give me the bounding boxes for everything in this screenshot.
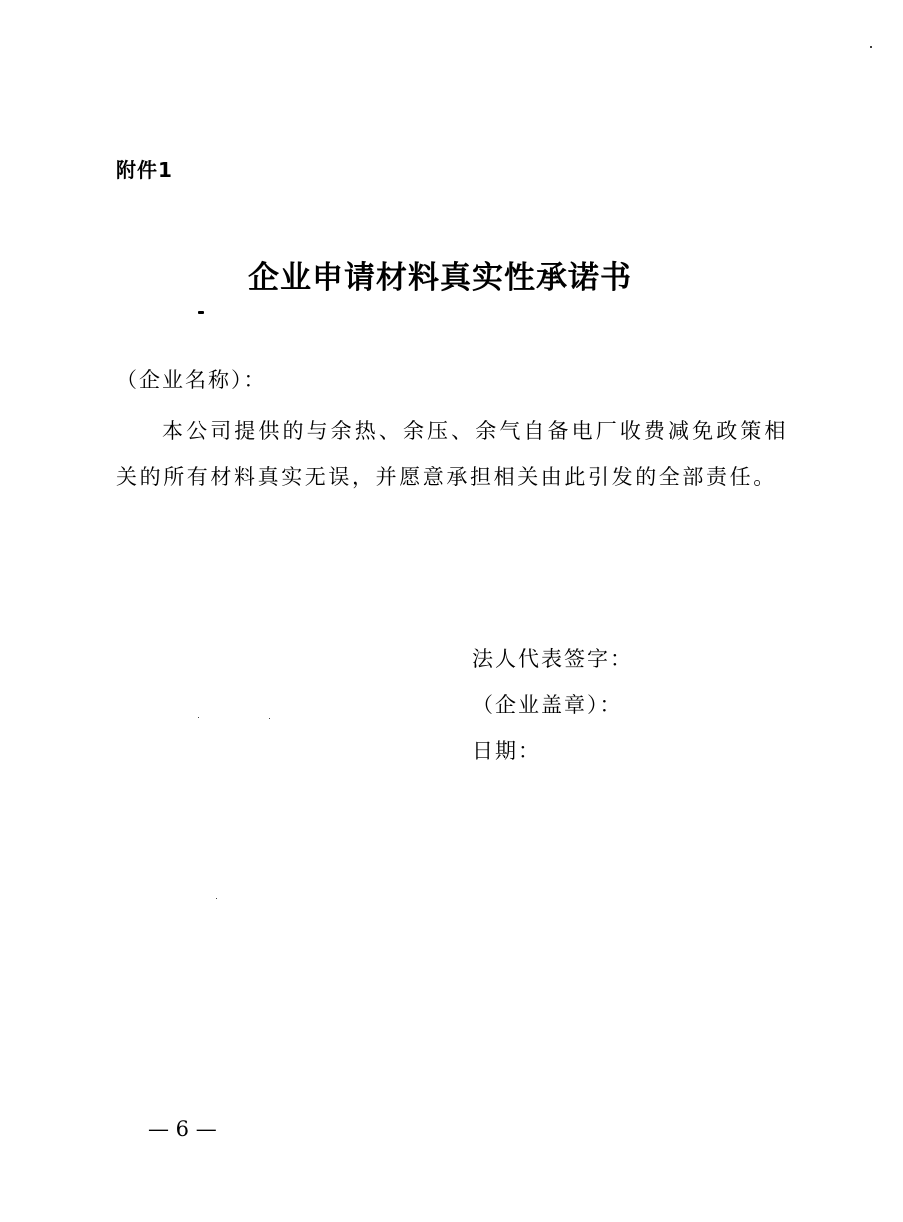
scan-speck [216,898,217,899]
pledge-paragraph: 本公司提供的与余热、余压、余气自备电厂收费减免政策相关的所有材料真实无误，并愿意承担相关由此引发的全部责任。 [116,419,788,489]
scan-speck [198,311,204,314]
document-title: 企业申请材料真实性承诺书 [248,260,632,296]
scan-speck [870,46,872,48]
page-number: — 6 — [148,1117,217,1141]
scan-speck [269,718,270,719]
company-name-line: （企业名称）： [116,368,267,392]
scan-speck [198,717,199,718]
legal-rep-signature-label: 法人代表签字： [472,647,633,671]
date-label: 日期： [472,739,541,763]
signature-block [472,642,633,780]
company-seal-label: （企业盖章）： [472,693,623,717]
attachment-label: 附件1 [116,158,173,182]
